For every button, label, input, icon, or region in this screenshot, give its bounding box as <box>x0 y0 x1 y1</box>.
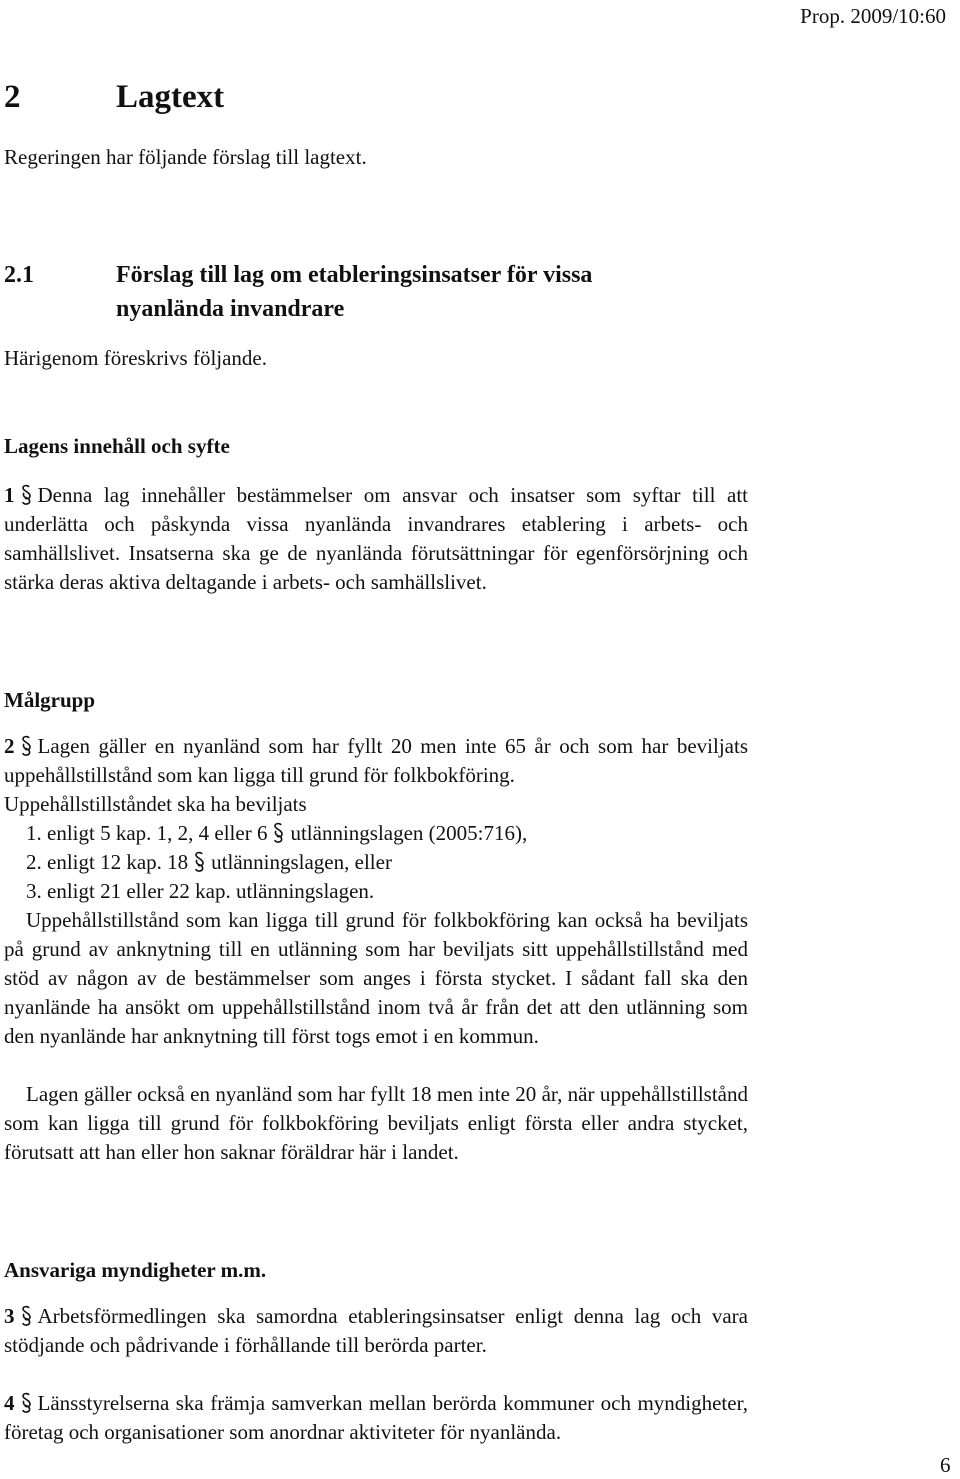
paragraph-text: Denna lag innehåller bestämmelser om ansvar och insatser som syftar till att underlätta och påskynda vissa nyanlända invandrares etablering i arbets- och samhällslivet. Insatserna ska ge de nyanlända förutsättningar för egenförsörjning och stärka deras aktiva deltagande i arbets- och samhällslivet. <box>4 483 748 594</box>
section-sign-icon <box>21 1302 32 1331</box>
paragraph-number: 3 <box>4 1304 15 1328</box>
section-sign-icon <box>194 848 205 877</box>
section-sign-icon <box>21 1389 32 1418</box>
document-reference: Prop. 2009/10:60 <box>800 4 946 28</box>
list-item-3: 3. enligt 21 eller 22 kap. utlänningslagen. <box>26 879 375 903</box>
section-title-line1: Förslag till lag om etableringsinsatser för vissa <box>116 262 593 288</box>
paragraph-number: 1 <box>4 483 15 507</box>
paragraph-text: Länsstyrelserna ska främja samverkan mellan berörda kommuner och myndigheter, företag och organisationer som anordnar aktiviteter för nyanlända. <box>4 1391 748 1444</box>
section-sign-icon <box>21 732 32 761</box>
section-number: 2.1 <box>4 262 34 288</box>
chapter-heading <box>4 79 224 116</box>
list-item-1 <box>26 819 527 848</box>
subheading-target-group: Målgrupp <box>4 688 96 712</box>
list-item-1-law: utlänningslagen (2005:716), <box>290 821 528 845</box>
list-item-2 <box>26 848 392 877</box>
paragraph-text: Lagen gäller en nyanländ som har fyllt 20 men inte 65 år och som har beviljats uppehållstillstånd som kan ligga till grund för folkbokföring. <box>4 734 748 787</box>
paragraph-text: Arbetsförmedlingen ska samordna etableringsinsatser enligt denna lag och vara stödjande och pådrivande i förhållande till berörda parter. <box>4 1304 748 1357</box>
page-number: 6 <box>940 1453 951 1477</box>
subheading-authorities: Ansvariga myndigheter m.m. <box>4 1258 267 1282</box>
list-item-2-law: utlänningslagen, eller <box>211 850 392 874</box>
list-item-1-text: 1. enligt 5 kap. 1, 2, 4 eller 6 <box>26 821 268 845</box>
preamble-text: Härigenom föreskrivs följande. <box>4 346 268 370</box>
paragraph-1 <box>4 481 748 597</box>
paragraph-2-stycke-3: Lagen gäller också en nyanländ som har fyllt 18 men inte 20 år, när uppehållstillstånd som kan ligga till grund för folkbokföring beviljats enligt första eller andra stycket, förutsatt att han eller hon saknar föräldrar här i landet. <box>4 1082 748 1164</box>
section-sign-icon <box>273 819 284 848</box>
paragraph-2-list-intro: Uppehållstillståndet ska ha beviljats <box>4 792 307 816</box>
paragraph-2-stycke-2: Uppehållstillstånd som kan ligga till grund för folkbokföring kan också ha beviljats på grund av anknytning till en utlänning som har beviljats sitt uppehållstillstånd med stöd av någon av de bestämmelser som anges i första stycket. I sådant fall ska den nyanlände ha ansökt om uppehållstillstånd inom två år från det att den utlänning som den nyanlände har anknytning till först togs emot i en kommun. <box>4 908 748 1048</box>
list-item-2-text: 2. enligt 12 kap. 18 <box>26 850 189 874</box>
section-heading <box>4 258 592 326</box>
paragraph-3 <box>4 1302 748 1360</box>
chapter-title: Lagtext <box>116 79 225 115</box>
section-title-line2: nyanlända invandrare <box>116 296 345 322</box>
subheading-purpose: Lagens innehåll och syfte <box>4 434 230 458</box>
chapter-number: 2 <box>4 79 21 115</box>
paragraph-2 <box>4 732 748 790</box>
paragraph-number: 4 <box>4 1391 15 1415</box>
paragraph-4 <box>4 1389 748 1447</box>
intro-text: Regeringen har följande förslag till lagtext. <box>4 145 367 169</box>
paragraph-number: 2 <box>4 734 15 758</box>
section-sign-icon <box>21 481 32 510</box>
